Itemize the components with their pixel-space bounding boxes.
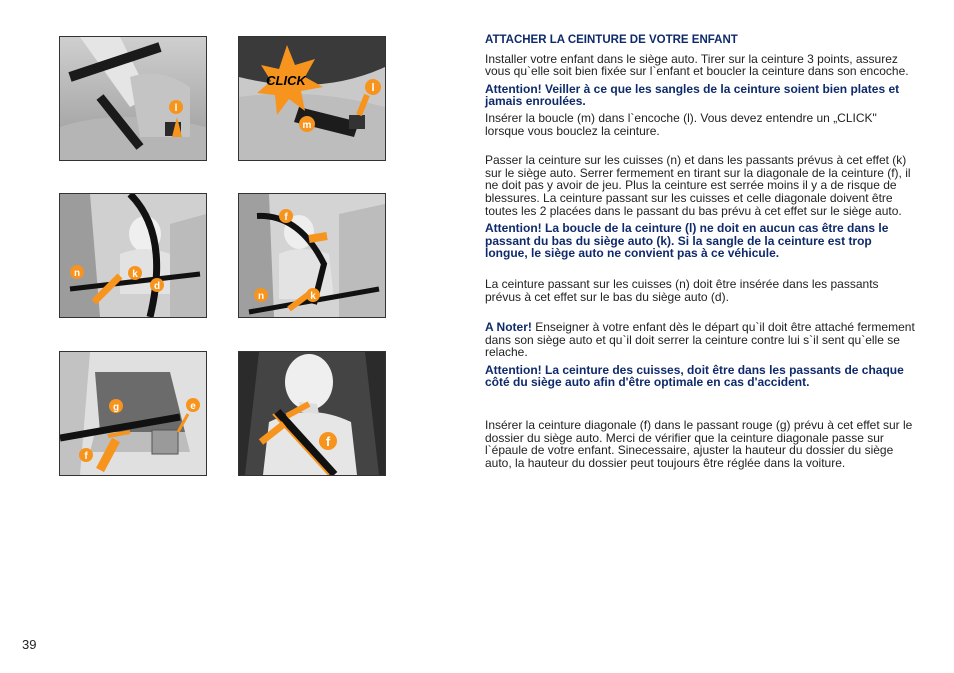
label-l: l [371, 82, 375, 94]
label-l: l [174, 103, 178, 114]
label-k: k [310, 291, 316, 302]
warning-buckle-position: Attention! La boucle de la ceinture (l) ne doit en aucun cas être dans le passant du bas du siège auto (k). Si la sangle de la ceinture est trop longue, le siège auto ne convient pas à ce véhicule. [485, 221, 889, 261]
label-n: n [257, 291, 265, 302]
paragraph-diagonal-belt: Insérer la ceinture diagonale (f) dans le passant rouge (g) prévu à cet effet sur le dossier du siège auto. Merci de vérifier que la ceinture diagonale passe sur l`épaule de votre enfant. Sinecessaire, ajuster la hauteur du dossier du siège auto, la hauteur du dossier peut toujours être réglée dans la voiture. [485, 418, 913, 470]
paragraph-lap-guides: La ceinture passant sur les cuisses (n) doit être insérée dans les passants prévus à cet effet sur le bas du siège auto (d). [485, 276, 879, 304]
click-buckle-illustration [239, 37, 385, 160]
warning-lap-guides: Attention! La ceinture des cuisses, doit être dans les passants de chaque côté du siège auto afin d'être optimale en cas d'accident. [485, 362, 904, 390]
instructions-column [485, 34, 915, 469]
label-d: d [153, 281, 161, 292]
warning-straps: Attention! Veiller à ce que les sangles de la ceinture soient bien plates et jamais enroulées. [485, 81, 900, 109]
paragraph-buckle: Insérer la boucle (m) dans l`encoche (l). Vous devez entendre un „CLICK" lorsque vous bouclez la ceinture. [485, 110, 877, 138]
belt-guide-illustration [60, 352, 206, 475]
belt-buckle-illustration [60, 37, 206, 160]
paragraph-install: Installer votre enfant dans le siège auto. Tirer sur la ceinture 3 points, assurez vous qu`elle soit bien fixée sur l`enfant et boucler la ceinture dans son encoche. [485, 51, 909, 79]
label-k: k [132, 269, 138, 280]
illustration-4 [238, 193, 386, 318]
paragraph-note [485, 321, 915, 359]
shoulder-belt-illustration [239, 352, 385, 475]
illustration-6 [238, 351, 386, 476]
lap-belt-illustration [60, 194, 206, 317]
label-f: f [284, 212, 288, 223]
note-label: A Noter! [485, 320, 532, 335]
diagonal-belt-illustration [239, 194, 385, 317]
label-e: e [190, 401, 196, 412]
label-f: f [84, 451, 88, 462]
label-g: g [112, 402, 120, 413]
label-f: f [325, 434, 331, 449]
illustration-1 [59, 36, 207, 161]
illustration-5 [59, 351, 207, 476]
section-heading: ATTACHER LA CEINTURE DE VOTRE ENFANT [485, 34, 738, 46]
illustration-3 [59, 193, 207, 318]
page-number: 39 [22, 637, 37, 652]
paragraph-lap-belt: Passer la ceinture sur les cuisses (n) et dans les passants prévus à cet effet (k) sur le siège auto. Serrer fermement en tirant sur la diagonale de la ceinture (f), il ne doit pas y avoir de jeu. Plus la ceinture est serrée moins il y a de risque de blessures. La ceinture passant sur les cuisses et celle diagonale doivent être toutes les 2 placées dans le passant du bas prévu à cet effet sur le siège auto. [485, 153, 911, 218]
click-label: CLICK [266, 73, 306, 88]
label-m: m [302, 120, 312, 131]
illustration-2 [238, 36, 386, 161]
label-n: n [73, 268, 81, 279]
note-body: Enseigner à votre enfant dès le départ qu`il doit être attaché fermement dans son siège auto et qu`il doit serrer la ceinture contre lui s`il sent qu`elle se relache. [485, 320, 915, 360]
